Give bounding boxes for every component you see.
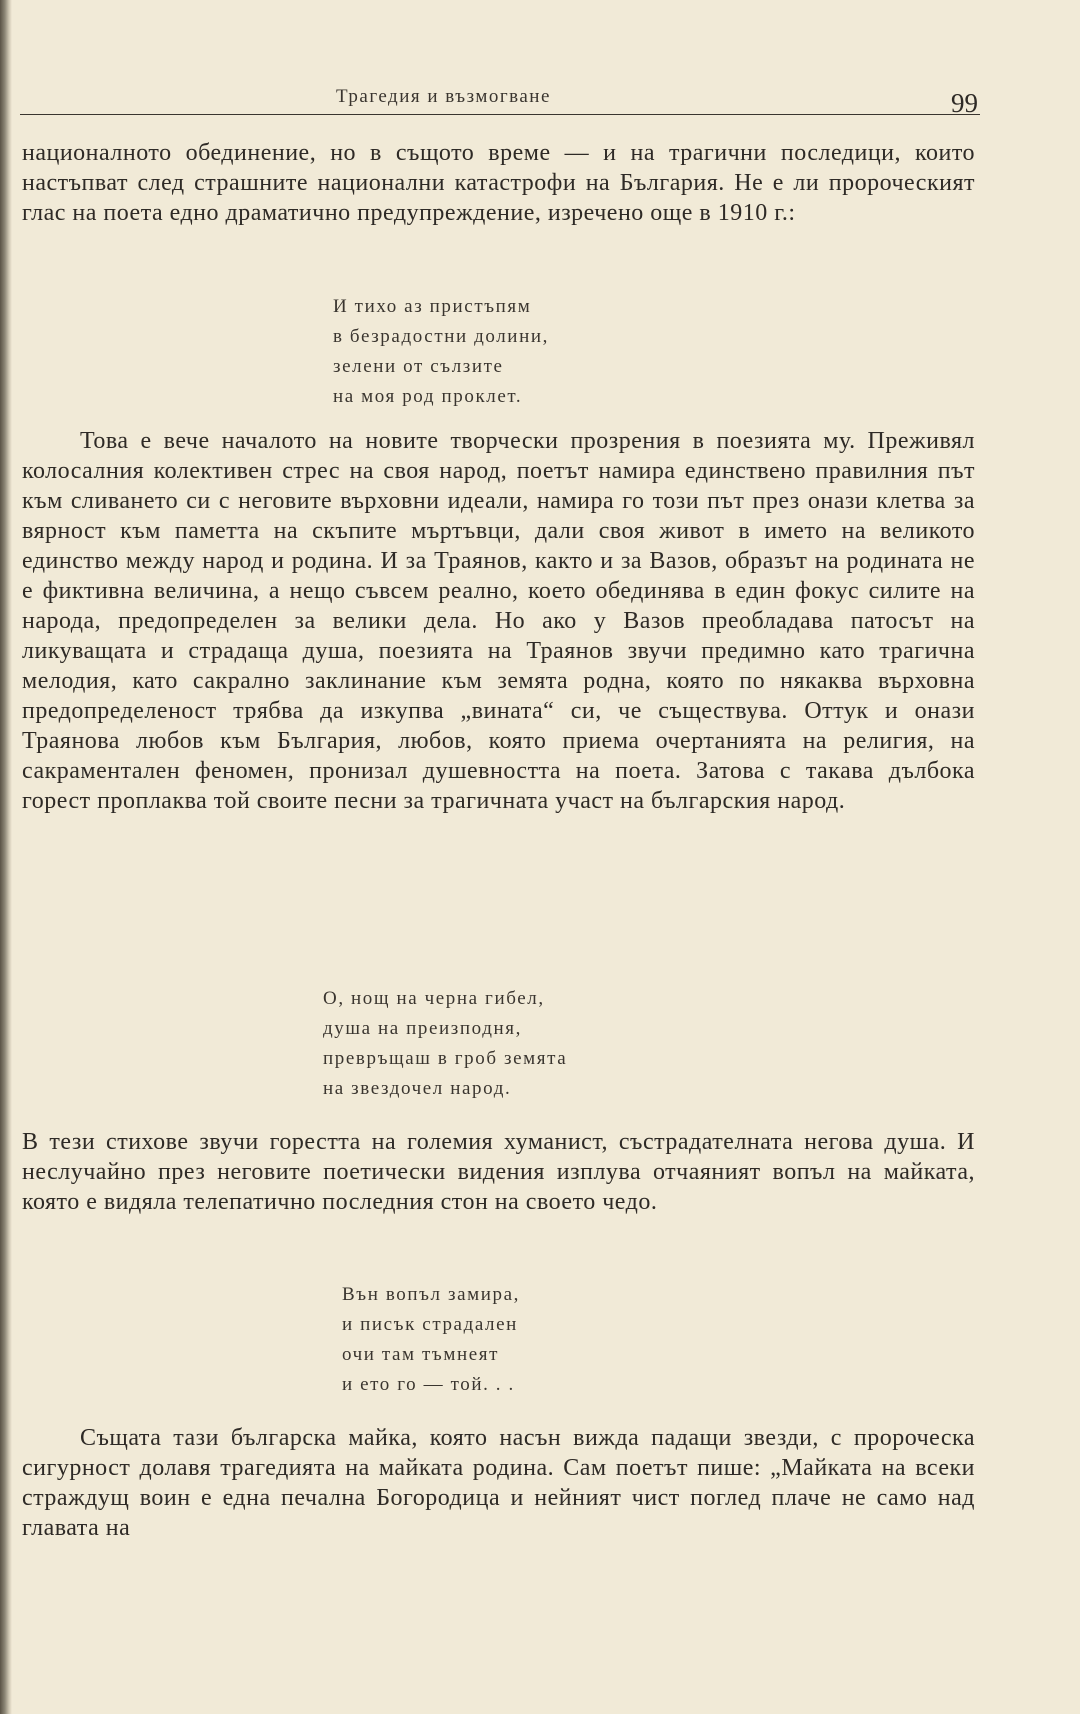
verse-line: О, нощ на черна гибел, [323,988,545,1009]
verse-block-2 [323,984,567,1104]
paragraph-1: националното обединение, но в същото време — и на трагични последици, които настъпват след страшните национални катастрофи на България. Не е ли пророческият глас на поета едно драматично предупреждение, изречено още в 1910 г.: [22,140,975,226]
page-number: 99 [951,88,978,118]
paragraph-3: В тези стихове звучи горестта на големия хуманист, състрадателната негова душа. И неслучайно през неговите поетически видения изплува отчаяният вопъл на майката, която е видяла телепатично последния стон на своето чедо. [22,1129,975,1215]
verse-block-1 [333,292,549,412]
verse-block-3 [342,1280,520,1400]
book-page [20,0,980,1714]
header-rule [20,114,980,115]
verse-line: в безрадостни долини, [333,326,549,347]
running-title: Трагедия и възмогване [336,86,551,107]
running-header [20,82,980,116]
verse-line: на моя род проклет. [333,386,523,407]
verse-line: зелени от сълзите [333,356,504,377]
verse-line: очи там тъмнеят [342,1344,500,1365]
verse-line: и ето го — той. . . [342,1374,515,1395]
verse-line: превръщаш в гроб земята [323,1048,568,1069]
verse-line: и писък страдален [342,1314,518,1335]
verse-line: душа на преизподня, [323,1018,522,1039]
paragraph-4: Същата тази българска майка, която насън вижда падащи звезди, с пророческа сигурност долавя трагедията на майката родина. Сам поетът пише: „Майката на всеки страждущ воин е една печална Богородица и нейният чист поглед плаче не само над главата на [22,1425,975,1541]
verse-line: Вън вопъл замира, [342,1284,520,1305]
book-spine-shadow [0,0,12,1714]
verse-line: на звездочел народ. [323,1078,512,1099]
paragraph-2: Това е вече началото на новите творчески прозрения в поезията му. Преживял колосалния колективен стрес на своя народ, поетът намира единствено правилния път към сливането си с неговите върховни идеали, намира го този път през онази клетва за вярност към паметта на скъпите мъртъвци, дали своя живот в името на великото единство между народ и родина. И за Траянов, както и за Вазов, образът на родината не е фиктивна величина, а нещо съвсем реално, което обединява в един фокус силите на народа, предопределен за велики дела. Но ако у Вазов преобладава патосът на ликуващата и страдаща душа, поезията на Траянов звучи предимно като трагична мелодия, като сакрално заклинание към земята родна, която по някаква върховна предопределеност трябва да изкупва „вината“ си, че съществува. Оттук и онази Траянова любов към България, любов, която приема очертанията на религия, на сакраментален феномен, пронизал душевността на поета. Затова с такава дълбока горест проплаква той своите песни за трагичната участ на българския народ. [22,428,975,814]
verse-line: И тихо аз пристъпям [333,296,532,317]
